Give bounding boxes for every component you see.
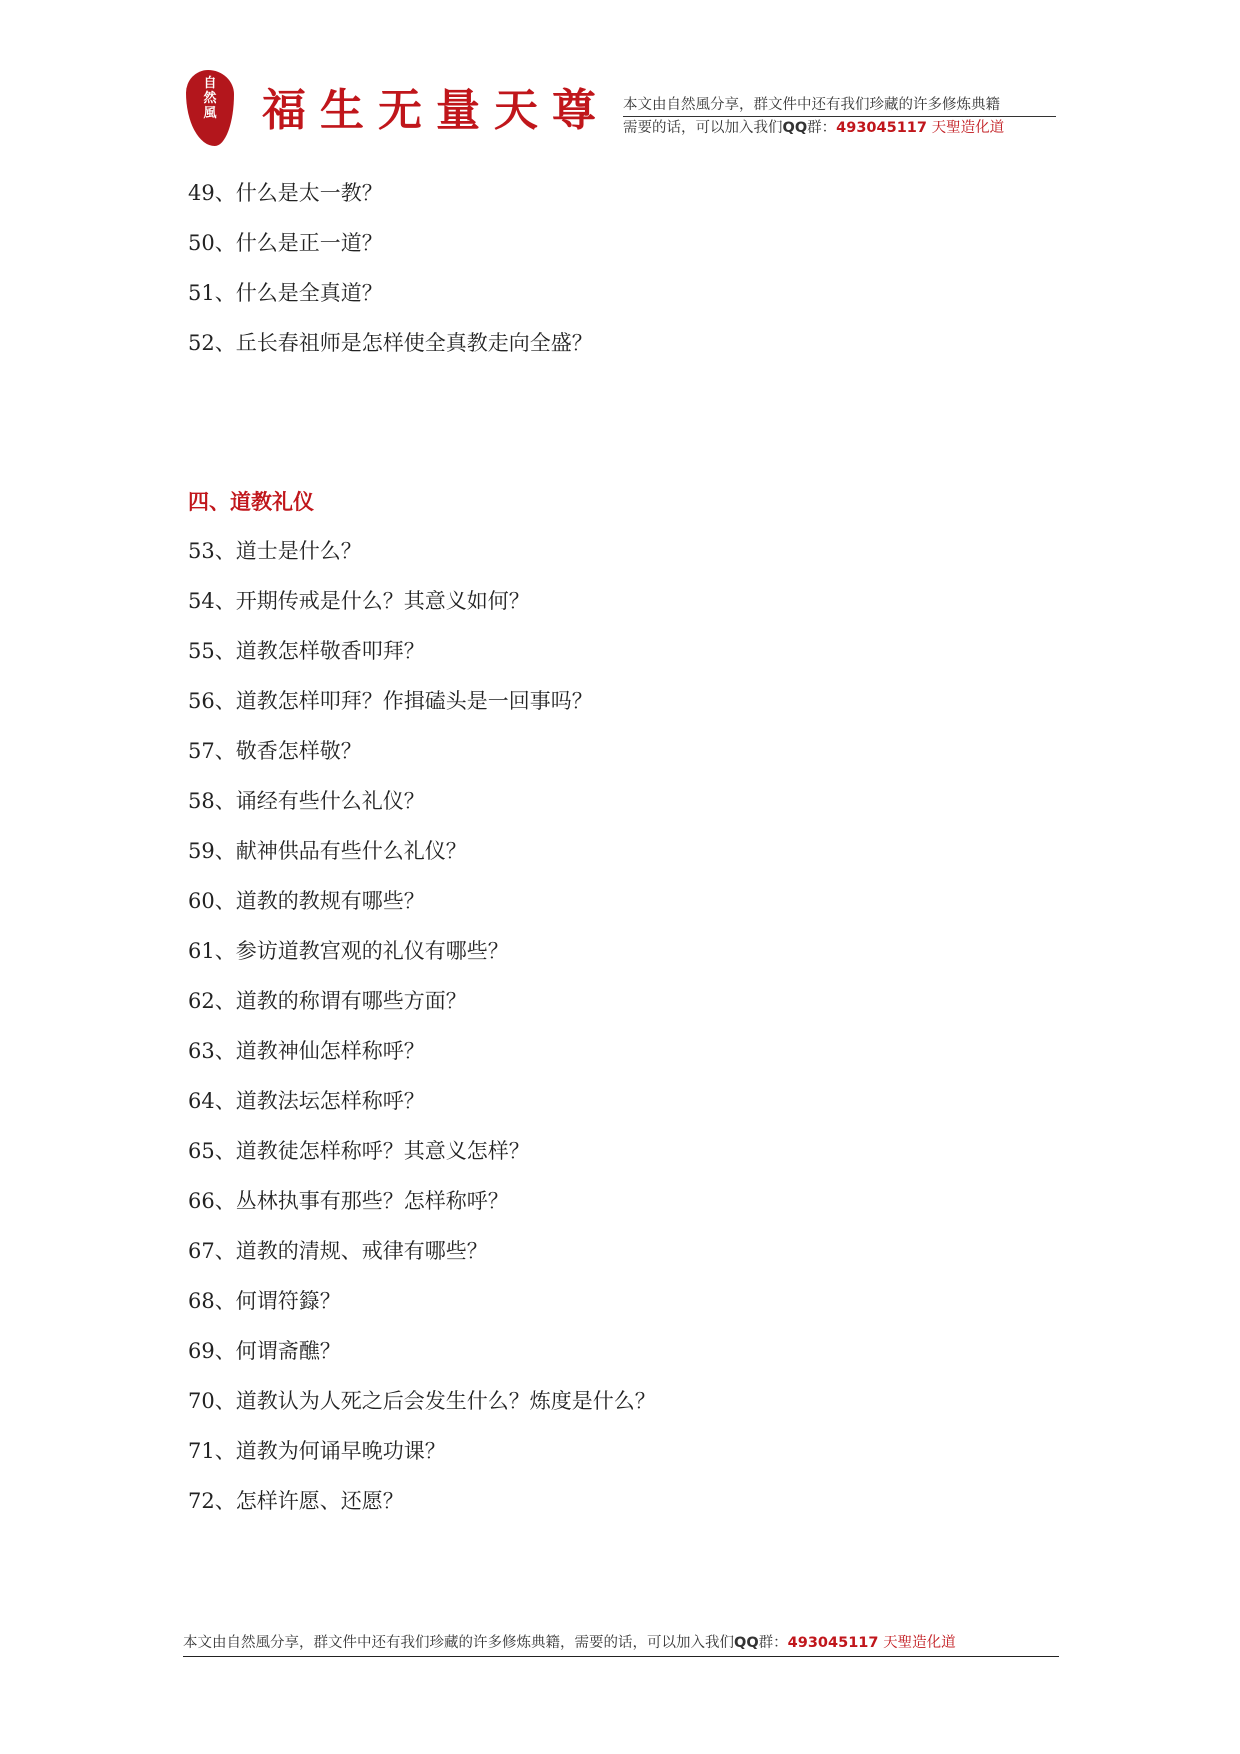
footer-text: 本文由自然風分享，群文件中还有我们珍藏的许多修炼典籍，需要的话，可以加入我们 [183,1635,734,1651]
header-join-text: 需要的话，可以加入我们 [623,120,783,136]
list-item: 69、何谓斋醮？ [188,1339,341,1363]
header-qq-label: QQ [782,120,808,136]
list-item: 54、开期传戒是什么？其意义如何？ [188,589,530,613]
list-item: 72、怎样许愿、还愿？ [188,1489,404,1513]
list-item: 67、道教的清规、戒律有哪些？ [188,1239,488,1263]
list-item: 61、参访道教宫观的礼仪有哪些？ [188,939,509,963]
list-item: 53、道士是什么？ [188,539,362,563]
header-notice-line1: 本文由自然風分享，群文件中还有我们珍藏的许多修炼典籍 [623,95,1056,117]
list-item: 70、道教认为人死之后会发生什么？炼度是什么？ [188,1389,656,1413]
header-notice-line2 [623,118,1056,138]
list-item: 55、道教怎样敬香叩拜？ [188,639,425,663]
page-header [186,68,1056,148]
list-item: 60、道教的教规有哪些？ [188,889,425,913]
list-item: 52、丘长春祖师是怎样使全真教走向全盛？ [188,331,593,355]
header-group-label: 群： [807,120,837,136]
header-qq-number: 493045117 [836,120,927,136]
page-footer [183,1632,1059,1657]
list-item: 57、敬香怎样敬？ [188,739,362,763]
footer-qq-number: 493045117 [787,1635,879,1651]
footer-group-name: 天聖造化道 [878,1635,956,1651]
list-item: 64、道教法坛怎样称呼？ [188,1089,425,1113]
seal-char: 然 [203,91,217,106]
seal-char: 風 [203,106,217,121]
list-item: 59、献神供品有些什么礼仪？ [188,839,467,863]
list-item: 68、何谓符籙？ [188,1289,341,1313]
seal-char: 自 [203,76,217,91]
list-item: 58、诵经有些什么礼仪？ [188,789,425,813]
list-item: 66、丛林执事有那些？怎样称呼？ [188,1189,509,1213]
seal-logo [186,70,234,146]
list-item: 63、道教神仙怎样称呼？ [188,1039,425,1063]
header-group-name: 天聖造化道 [926,120,1005,136]
list-item: 56、道教怎样叩拜？作揖磕头是一回事吗？ [188,689,593,713]
section-heading: 四、道教礼仪 [188,489,314,514]
list-item: 50、什么是正一道？ [188,231,383,255]
list-item: 65、道教徒怎样称呼？其意义怎样？ [188,1139,530,1163]
footer-qq-label: QQ [734,1635,759,1651]
list-item: 62、道教的称谓有哪些方面？ [188,989,467,1013]
footer-group-label: 群： [758,1635,788,1651]
list-item: 49、什么是太一教？ [188,181,383,205]
list-item: 51、什么是全真道？ [188,281,383,305]
header-notice [623,95,1056,138]
brand-title: 福生无量天尊 [262,85,610,136]
list-item: 71、道教为何诵早晚功课？ [188,1439,446,1463]
